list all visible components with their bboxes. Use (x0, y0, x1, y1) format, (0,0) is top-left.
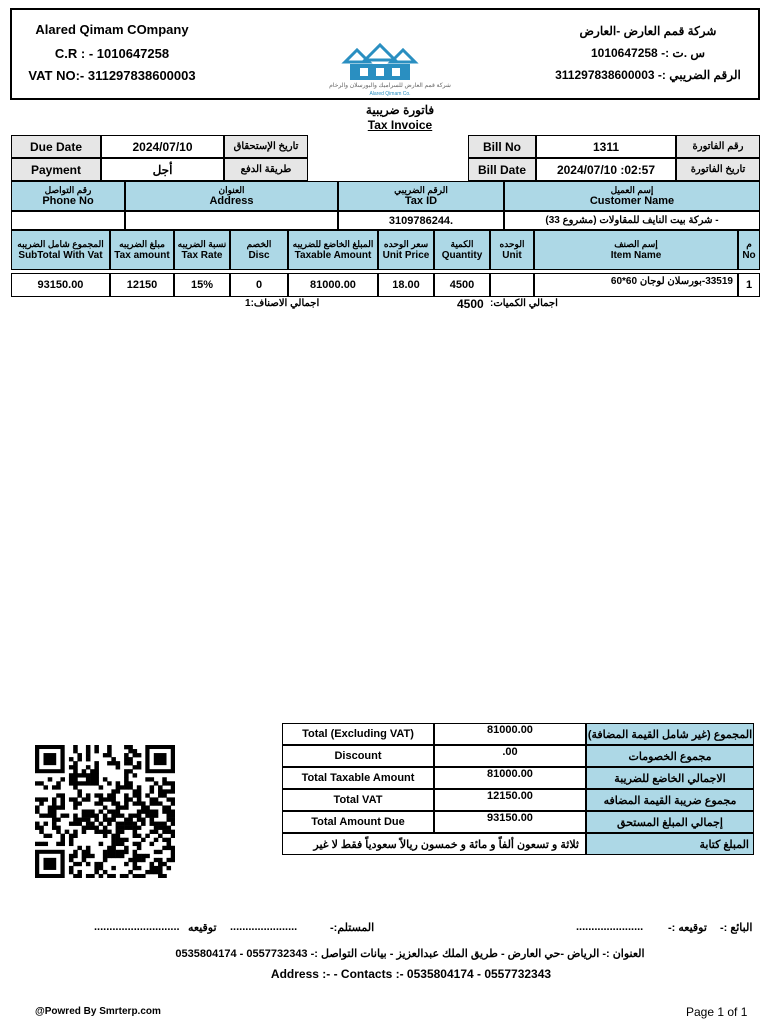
payment-value: أجل (101, 158, 224, 181)
footer-address-ar: العنوان :- الرياض -حي العارض - طريق الملك عبدالعزيز - بيانات التواصل :- 0557732343 - 0535804174 (175, 948, 645, 960)
title-en: Tax Invoice (367, 118, 433, 132)
th-disc: الخصم Disc (230, 230, 288, 270)
total-qty-label: اجمالي الكميات: (490, 298, 558, 309)
footer-address-en: Address :- - Contacts :- 0535804174 - 0557732343 (270, 967, 552, 981)
due-date-label: Due Date (11, 135, 101, 158)
td-item-name: 33519-بورسلان لوجان 60*60 (534, 273, 738, 297)
summary-label-en: Total Taxable Amount (282, 767, 434, 789)
summary-value: 12150.00 (434, 789, 586, 811)
summary-value: .00 (434, 745, 586, 767)
vat-number-en: VAT NO:- 311297838600003 (28, 68, 196, 83)
phone-header: رقم التواصل Phone No (11, 181, 125, 211)
summary-value: 81000.00 (434, 723, 586, 745)
logo-lettering: شركة قمم العارض للسراميك والبورسلان والرخام (329, 83, 451, 89)
title-ar: فاتورة ضريبية (365, 103, 435, 117)
payment-label: Payment (11, 158, 101, 181)
th-tax-rate: نسبة الضريبه Tax Rate (174, 230, 230, 270)
taxid-value: 3109786244. (338, 211, 504, 230)
seller-sign-label: توقيعه :- (668, 922, 707, 934)
address-header: العنوان Address (125, 181, 338, 211)
summary-label-en: Total (Excluding VAT) (282, 723, 434, 745)
due-date-label-ar: تاريخ الإستحقاق (224, 135, 308, 158)
summary-label-ar: الاجمالي الخاضع للضريبة (586, 767, 754, 789)
items-count: اجمالي الاصناف:1 (245, 298, 320, 309)
th-no: م No (738, 230, 760, 270)
receiver-label: المستلم:- (330, 922, 375, 934)
due-date-value: 2024/07/10 (101, 135, 224, 158)
bill-no-label: Bill No (468, 135, 536, 158)
th-item-name: إسم الصنف Item Name (534, 230, 738, 270)
td-unit-price: 18.00 (378, 273, 434, 297)
amount-in-words-label: المبلغ كتابة (586, 833, 754, 855)
summary-label-en: Total VAT (282, 789, 434, 811)
th-tax-amount: مبلغ الضريبه Tax amount (110, 230, 174, 270)
invoice-header (10, 8, 760, 100)
th-unit-price: سعر الوحده Unit Price (378, 230, 434, 270)
page-number: Page 1 of 1 (686, 1005, 748, 1019)
qr-code (35, 745, 175, 878)
summary-value: 93150.00 (434, 811, 586, 833)
cr-number-ar: س .ت :- 1010647258 (590, 46, 706, 60)
bill-date-value: 2024/07/10 :02:57 (536, 158, 676, 181)
seller-sign-dots: ...................... (576, 921, 644, 933)
td-subtotal: 93150.00 (11, 273, 110, 297)
bill-no-value: 1311 (536, 135, 676, 158)
receiver-dots: ...................... (230, 921, 298, 933)
summary-label-en: Discount (282, 745, 434, 767)
th-subtotal: المجموع شامل الضريبه SubTotal With Vat (11, 230, 110, 270)
th-quantity: الكمية Quantity (434, 230, 490, 270)
bill-date-label-ar: تاريخ الفاتورة (676, 158, 760, 181)
seller-label: البائع :- (720, 922, 753, 934)
company-logo (305, 40, 475, 100)
th-taxable-amount: المبلغ الخاضع للضريبه Taxable Amount (288, 230, 378, 270)
customer-name-header: إسم العميل Customer Name (504, 181, 760, 211)
receiver-sign-label: توقيعه (188, 922, 217, 934)
company-name-ar: شركة قمم العارض -العارض (579, 24, 717, 38)
td-disc: 0 (230, 273, 288, 297)
summary-label-en: Total Amount Due (282, 811, 434, 833)
td-quantity: 4500 (434, 273, 490, 297)
receiver-sign-dots: ............................ (94, 921, 180, 933)
td-tax-amount: 12150 (110, 273, 174, 297)
customer-name-value: - شركة بيت النايف للمقاولات (مشروع 33) (504, 211, 760, 230)
powered-by: @Powred By Smrterp.com (35, 1006, 161, 1017)
td-taxable-amount: 81000.00 (288, 273, 378, 297)
taxid-header: الرقم الضريبي Tax ID (338, 181, 504, 211)
th-unit: الوحده Unit (490, 230, 534, 270)
summary-label-ar: المجموع (غير شامل القيمة المضافة) (586, 723, 754, 745)
summary-label-ar: مجموع ضريبة القيمة المضافه (586, 789, 754, 811)
td-no: 1 (738, 273, 760, 297)
bill-no-label-ar: رقم الفاتورة (676, 135, 760, 158)
vat-number-ar: الرقم الضريبي :- 311297838600003 (555, 68, 741, 82)
summary-value: 81000.00 (434, 767, 586, 789)
summary-label-ar: إجمالي المبلغ المستحق (586, 811, 754, 833)
company-name-en: Alared Qimam COmpany (35, 22, 189, 37)
amount-in-words: ثلاثة و تسعون ألفاً و مائة و خمسون ريالاً سعودياً فقط لا غير (282, 833, 586, 855)
logo-sub-lettering: Alared Qimam Co. (369, 91, 411, 97)
phone-value (11, 211, 125, 230)
address-value (125, 211, 338, 230)
total-qty-value: 4500 (457, 297, 484, 311)
td-unit (490, 273, 534, 297)
payment-label-ar: طريقة الدفع (224, 158, 308, 181)
td-tax-rate: 15% (174, 273, 230, 297)
bill-date-label: Bill Date (468, 158, 536, 181)
summary-label-ar: مجموع الخصومات (586, 745, 754, 767)
cr-number-en: C.R : - 1010647258 (54, 46, 170, 61)
